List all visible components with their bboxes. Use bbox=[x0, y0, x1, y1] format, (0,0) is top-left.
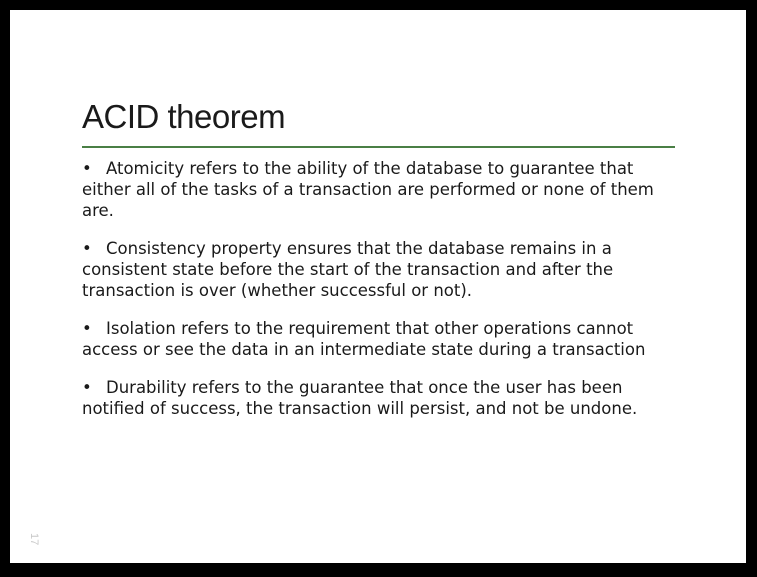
bullet-item-isolation bbox=[82, 318, 682, 360]
title-underline bbox=[82, 146, 675, 148]
slide-number: 17 bbox=[28, 533, 40, 546]
bullet-mark: • bbox=[82, 319, 92, 338]
bullet-item-consistency bbox=[82, 238, 682, 301]
bullet-item-atomicity bbox=[82, 158, 682, 221]
slide bbox=[10, 10, 746, 563]
bullet-mark: • bbox=[82, 239, 92, 258]
bullet-text: Durability refers to the guarantee that once the user has been notified of success, the transaction will persist, and not be undone. bbox=[82, 378, 638, 418]
bullet-text: Isolation refers to the requirement that other operations cannot access or see the data in an intermediate state during a transaction bbox=[82, 319, 646, 359]
bullet-list bbox=[82, 158, 682, 436]
bullet-item-durability bbox=[82, 377, 682, 419]
bullet-text: Atomicity refers to the ability of the database to guarantee that either all of the tasks of a transaction are performed or none of them are. bbox=[82, 159, 654, 220]
bullet-text: Consistency property ensures that the database remains in a consistent state before the start of the transaction and after the transaction is over (whether successful or not). bbox=[82, 239, 614, 300]
bullet-mark: • bbox=[82, 159, 92, 178]
slide-title: ACID theorem bbox=[82, 98, 286, 135]
bullet-mark: • bbox=[82, 378, 92, 397]
